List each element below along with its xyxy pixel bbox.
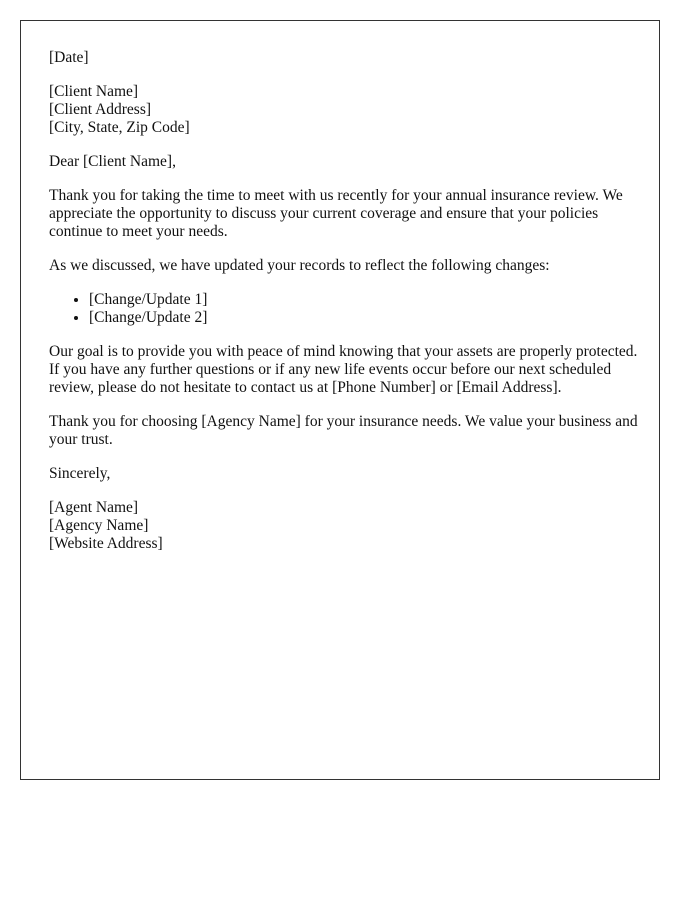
signature-website: [Website Address] [49, 535, 163, 552]
recipient-block [49, 83, 639, 137]
signature-block [49, 499, 639, 553]
changes-list-item: • [Change/Update 2] [89, 309, 639, 327]
paragraph-intro: Thank you for taking the time to meet with us recently for your annual insurance review. We appreciate the opportunity to discuss your current coverage and ensure that your policies continue to meet your needs. [49, 187, 623, 240]
paragraph-changes-intro: As we discussed, we have updated your records to reflect the following changes: [49, 257, 550, 274]
letter-page [20, 20, 660, 780]
changes-list [49, 291, 639, 327]
closing: Sincerely, [49, 465, 111, 482]
signature-agent-name: [Agent Name] [49, 499, 139, 516]
paragraph-thanks: Thank you for choosing [Agency Name] for your insurance needs. We value your business and your trust. [49, 413, 638, 448]
recipient-city-line: [City, State, Zip Code] [49, 119, 190, 136]
letter-date: [Date] [49, 49, 89, 66]
recipient-address: [Client Address] [49, 101, 152, 118]
salutation: Dear [Client Name], [49, 153, 176, 170]
paragraph-goal: Our goal is to provide you with peace of mind knowing that your assets are properly protected. If you have any further questions or if any new life events occur before our next scheduled review, please do not hesitate to contact us at [Phone Number] or [Email Address]. [49, 343, 638, 396]
letter-body [49, 49, 639, 569]
changes-list-item: • [Change/Update 1] [89, 291, 639, 309]
recipient-name: [Client Name] [49, 83, 139, 100]
signature-agency-name: [Agency Name] [49, 517, 149, 534]
